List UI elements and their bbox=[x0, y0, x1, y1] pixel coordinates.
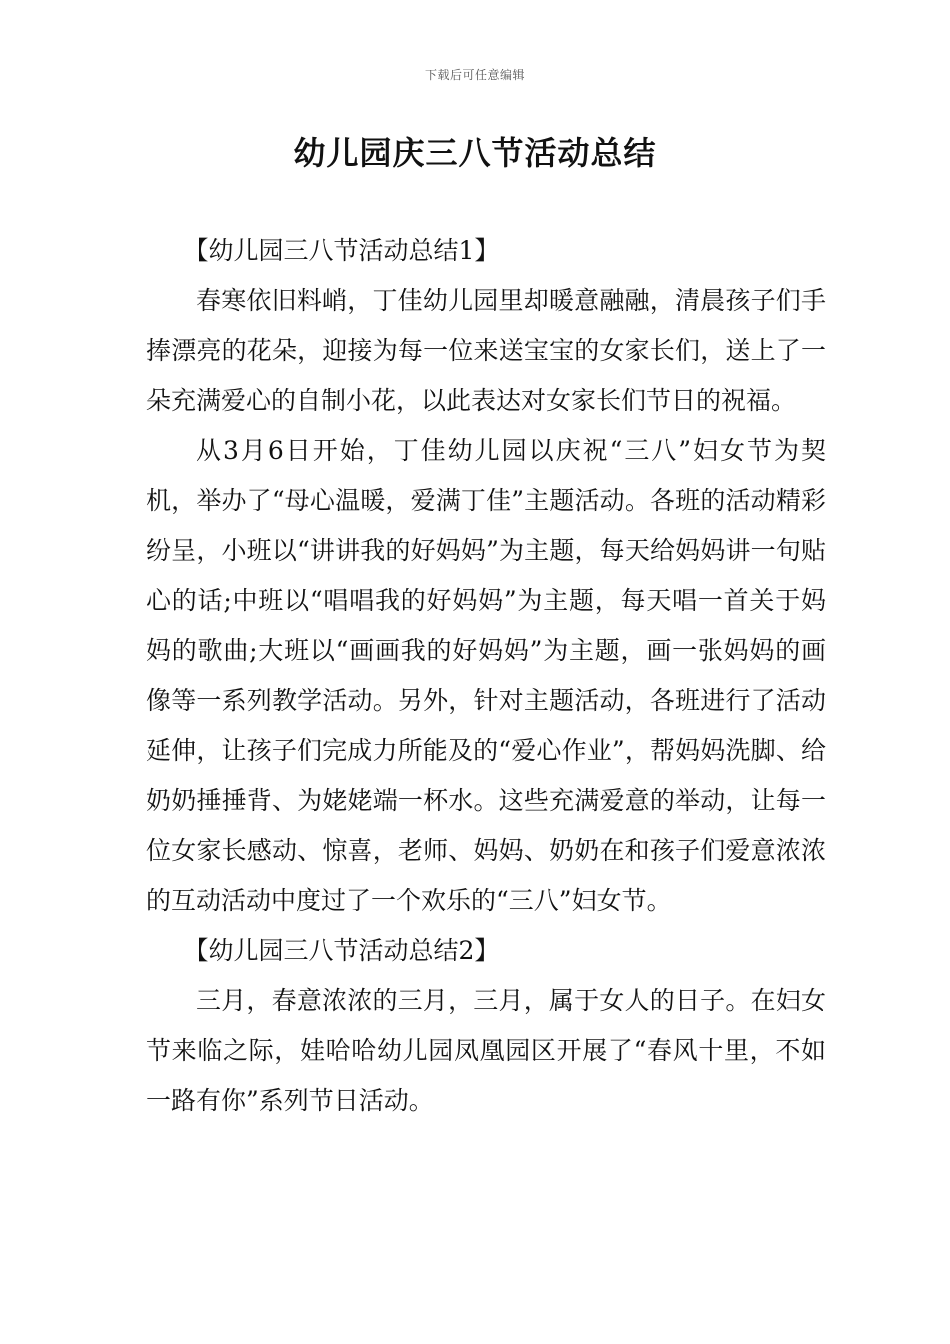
body-paragraph: 三月，春意浓浓的三月，三月，属于女人的日子。在妇女节来临之际，娃哈哈幼儿园凤凰园区开展了“春风十里，不如一路有你”系列节日活动。 bbox=[146, 986, 826, 1115]
document-title: 幼儿园庆三八节活动总结 bbox=[293, 134, 657, 172]
section-heading-2: 【幼儿园三八节活动总结2】 bbox=[183, 936, 500, 965]
header-note: 下载后可任意编辑 bbox=[424, 68, 525, 82]
section-heading-1: 【幼儿园三八节活动总结1】 bbox=[183, 236, 500, 265]
body-paragraph: 春寒依旧料峭，丁佳幼儿园里却暖意融融，清晨孩子们手捧漂亮的花朵，迎接为每一位来送宝宝的女家长们，送上了一朵充满爱心的自制小花，以此表达对女家长们节日的祝福。 bbox=[146, 286, 826, 415]
document-body bbox=[146, 226, 826, 1126]
body-paragraph: 从3月6日开始，丁佳幼儿园以庆祝“三八”妇女节为契机，举办了“母心温暖，爱满丁佳”主题活动。各班的活动精彩纷呈，小班以“讲讲我的好妈妈”为主题，每天给妈妈讲一句贴心的话;中班以“唱唱我的好妈妈”为主题，每天唱一首关于妈妈的歌曲;大班以“画画我的好妈妈”为主题，画一张妈妈的画像等一系列教学活动。另外，针对主题活动，各班进行了活动延伸，让孩子们完成力所能及的“爱心作业”，帮妈妈洗脚、给奶奶捶捶背、为姥姥端一杯水。这些充满爱意的举动，让每一位女家长感动、惊喜，老师、妈妈、奶奶在和孩子们爱意浓浓的互动活动中度过了一个欢乐的“三八”妇女节。 bbox=[146, 436, 826, 915]
